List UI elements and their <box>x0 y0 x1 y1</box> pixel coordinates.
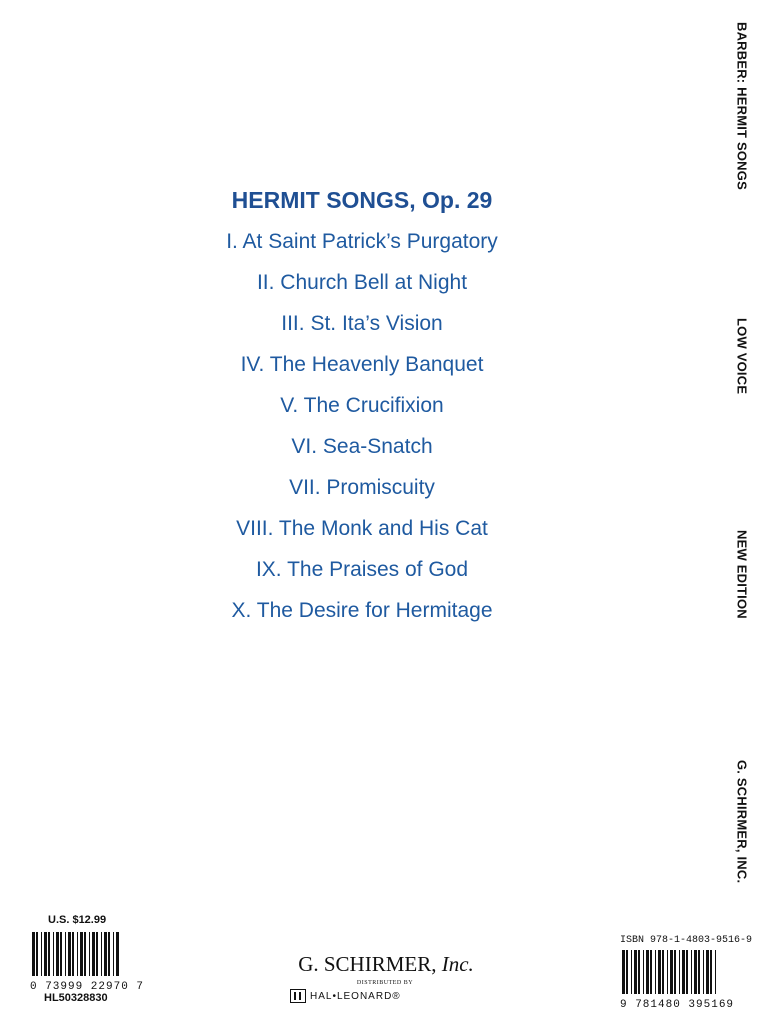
song-item: IX. The Praises of God <box>255 558 469 581</box>
song-item: III. St. Ita’s Vision <box>281 312 443 335</box>
publisher-name-main: G. SCHIRMER, <box>298 952 437 976</box>
upc-digits: 0 73999 22970 7 <box>30 981 145 993</box>
hal-leonard-mark-icon <box>290 989 306 1003</box>
song-item: IV. The Heavenly Banquet <box>240 353 484 376</box>
song-list <box>140 180 584 631</box>
isbn-label: ISBN 978-1-4803-9516-9 <box>620 935 753 946</box>
spine-edition: NEW EDITION <box>734 530 750 619</box>
hal-leonard-logo <box>290 988 401 1004</box>
spine-title: BARBER: HERMIT SONGS <box>734 22 750 190</box>
song-item: VI. Sea-Snatch <box>291 435 433 458</box>
hl-code: HL50328830 <box>44 992 108 1004</box>
distributed-by: DISTRIBUTED BY <box>356 980 414 986</box>
work-title: HERMIT SONGS, Op. 29 <box>231 187 493 213</box>
spine-publisher: G. SCHIRMER, INC. <box>734 760 750 884</box>
spine-voice: LOW VOICE <box>734 318 750 395</box>
spine <box>716 0 768 1024</box>
isbn-barcode <box>620 950 734 1011</box>
publisher-name <box>256 952 516 977</box>
upc-barcode <box>30 932 144 993</box>
distributor-name: HAL•LEONARD® <box>310 990 401 1002</box>
publisher-name-inc: Inc. <box>441 952 474 976</box>
song-item: II. Church Bell at Night <box>256 271 468 294</box>
isbn-barcode-bars <box>620 950 720 994</box>
isbn-digits: 9 781480 395169 <box>620 999 735 1011</box>
song-item: VIII. The Monk and His Cat <box>236 517 488 540</box>
upc-barcode-bars <box>30 932 122 976</box>
song-item: X. The Desire for Hermitage <box>231 599 493 622</box>
song-item: I. At Saint Patrick’s Purgatory <box>226 230 498 253</box>
song-item: VII. Promiscuity <box>289 476 435 499</box>
song-item: V. The Crucifixion <box>280 394 444 417</box>
price-label: U.S. $12.99 <box>48 914 107 926</box>
